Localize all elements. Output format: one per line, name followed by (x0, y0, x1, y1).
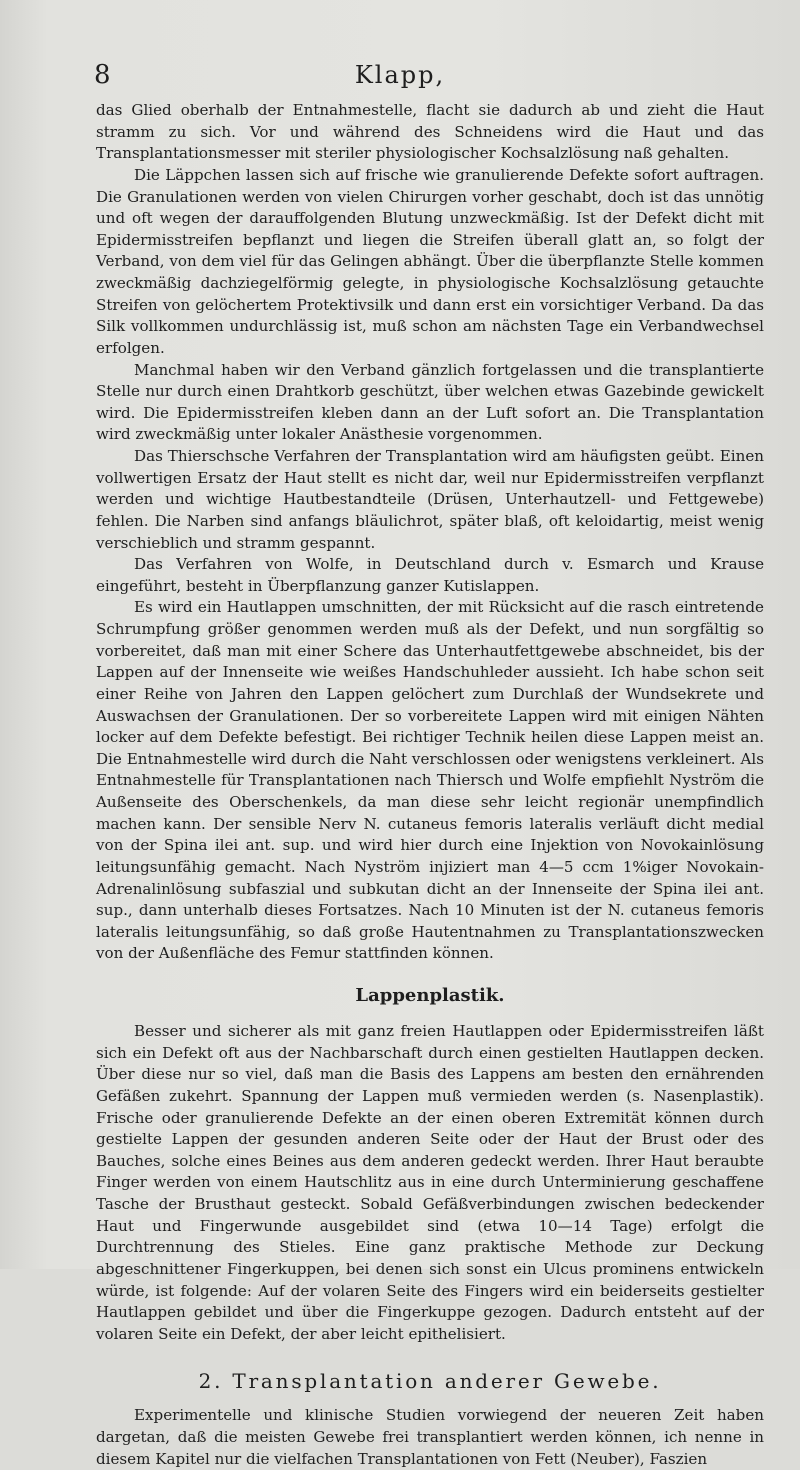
paragraph-experimentelle: Experimentelle und klinische Studien vorwiegend der neueren Zeit haben dargetan, daß die meisten Gewebe frei transplantiert werden können, ich nenne in diesem Kapitel nur die vielfachen Transplantationen von Fett (Neuber), Faszien (96, 1406, 764, 1468)
paragraph-entnahmestelle: das Glied oberhalb der Entnahmestelle, flacht sie dadurch ab und zieht die Haut stramm zu sich. Vor und während des Schneidens wird die Haut und das Transplantationsmesser mit steriler physiologischer Kochsalzlösung naß gehalten. (96, 101, 764, 163)
paragraph-laeppchen: Die Läppchen lassen sich auf frische wie granulierende Defekte sofort auftragen. Die Granulationen werden von vielen Chirurgen vorher geschabt, doch ist das unnötig und oft wegen der darauffolgenden Blutung unzweckmäßig. Ist der Defekt dicht mit Epidermisstreifen bepflanzt und liegen die Streifen überall glatt an, so folgt der Verband, von dem viel für das Gelingen abhängt. Über die überpflanzte Stelle kommen zweckmäßig dachziegelförmig gelegte, in physiologische Kochsalzlösung getauchte Streifen von gelöchertem Protektivsilk und dann erst ein vorsichtiger Verband. Da das Silk vollkommen undurchlässig ist, muß schon am nächsten Tage ein Verbandwechsel erfolgen. (96, 165, 764, 357)
running-head: Klapp, (354, 61, 446, 89)
section-heading-lappenplastik: Lappenplastik. (355, 985, 505, 1006)
page-body (96, 100, 764, 1470)
page-number: 8 (94, 60, 111, 90)
paragraph-thiersch: Das Thierschsche Verfahren der Transplantation wird am häufigsten geübt. Einen vollwertigen Ersatz der Haut stellt es nicht dar, weil nur Epidermisstreifen verpflanzt werden und wichtige Hautbestandteile (Drüsen, Unterhautzell- und Fettgewebe) fehlen. Die Narben sind anfangs bläulichrot, später blaß, oft keloidartig, meist wenig verschieblich und stramm gespannt. (96, 447, 764, 552)
paragraph-verband: Manchmal haben wir den Verband gänzlich fortgelassen und die transplantierte Stelle nur durch einen Drahtkorb geschützt, über welchen etwas Gazebinde gewickelt wird. Die Epidermisstreifen kleben dann an der Luft sofort an. Die Transplantation wird zweckmäßig unter lokaler Anästhesie vorgenommen. (96, 360, 764, 444)
paragraph-lappenplastik: Besser und sicherer als mit ganz freien Hautlappen oder Epidermisstreifen läßt sich ein Defekt oft aus der Nachbarschaft durch einen gestielten Hautlappen decken. Über diese nur so viel, daß man die Basis des Lappens am besten den ernährenden Gefäßen zukehrt. Spannung der Lappen muß vermieden werden (s. Nasenplastik). Frische oder granulierende Defekte an der einen oberen Extremität können durch gestielte Lappen der gesunden anderen Seite oder der Haut der Brust oder des Bauches, solche eines Beines aus dem anderen gedeckt werden. Ihrer Haut beraubte Finger werden von einem Hautschlitz aus in eine durch Unterminierung geschaffene Tasche der Brusthaut gesteckt. Sobald Gefäßverbindungen zwischen bedeckender Haut und Fingerwunde ausgebildet sind (etwa 10—14 Tage) erfolgt die Durchtrennung des Stieles. Eine ganz praktische Methode zur Deckung abgeschnittener Fingerkuppen, bei denen sich sonst ein Ulcus prominens entwickeln würde, ist folgende: Auf der volaren Seite des Fingers wird ein beiderseits gestielter Hautlappen gebildet und über die Fingerkuppe gezogen. Dadurch entsteht auf der volaren Seite ein Defekt, der aber leicht epithelisiert. (96, 1022, 764, 1343)
paragraph-hautlappen: Es wird ein Hautlappen umschnitten, der mit Rücksicht auf die rasch eintretende Schrumpfung größer genommen werden muß als der Defekt, und nun sorgfältig so vorbereitet, daß man mit einer Schere das Unterhautfettgewebe abschneidet, bis der Lappen auf der Innenseite wie weißes Handschuhleder aussieht. Ich habe schon seit einer Reihe von Jahren den Lappen gelöchert zum Durchlaß der Wundsekrete und Auswachsen der Granulationen. Der so vorbereitete Lappen wird mit einigen Nähten locker auf dem Defekte befestigt. Bei richtiger Technik heilen diese Lappen meist an. Die Entnahmestelle wird durch die Naht verschlossen oder wenigstens verkleinert. Als Entnahmestelle für Transplantationen nach Thiersch und Wolfe empfiehlt Nyström die Außenseite des Oberschenkels, da man diese sehr leicht regionär unempfindlich machen kann. Der sensible Nerv N. cutaneus femoris lateralis verläuft dicht medial von der Spina ilei ant. sup. und wird hier durch eine Injektion von Novokainlösung leitungsunfähig gemacht. Nach Nyström injiziert man 4—5 ccm 1%iger Novokain-Adrenalinlösung subfaszial und subkutan dicht an der Innenseite der Spina ilei ant. sup., dann unterhalb dieses Fortsatzes. Nach 10 Minuten ist der N. cutaneus femoris lateralis leitungsunfähig, so daß große Hautentnahmen zu Transplantationszwecken von der Außenfläche des Femur stattfinden können. (96, 598, 764, 963)
page-header (40, 60, 760, 90)
paragraph-wolfe: Das Verfahren von Wolfe, in Deutschland durch v. Esmarch und Krause eingeführt, besteht in Überpflanzung ganzer Kutislappen. (96, 555, 764, 595)
chapter-heading-transplantation: 2. Transplantation anderer Gewebe. (198, 1369, 662, 1394)
